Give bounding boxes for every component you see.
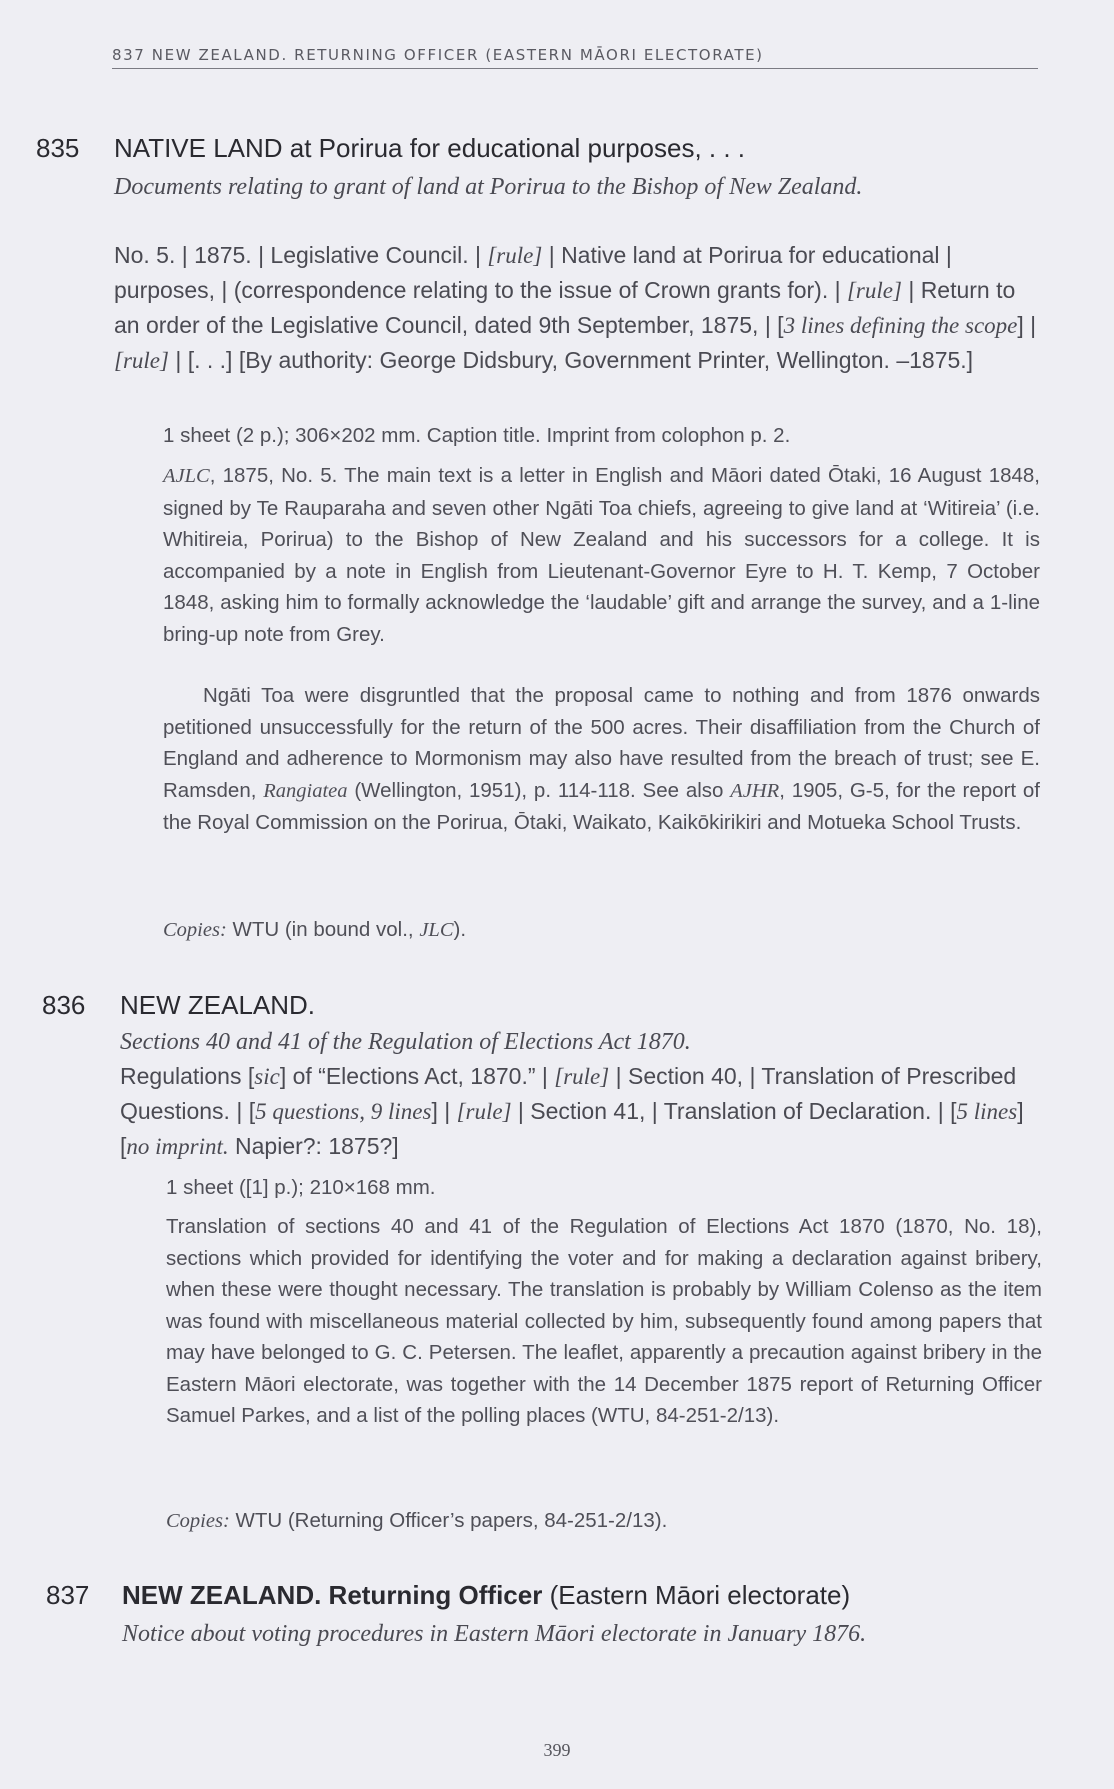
entry-number: 837 (46, 1580, 90, 1610)
title-page-transcription: Regulations [sic] of “Elections Act, 1870.” | [rule] | Section 40, | Translation of Prescribed Questions. | [5 questions, 9 lines] | [rule] | Section 41, | Translation of Declaration. | [5 lines] [no imprint. Napier?: 1875?] (120, 1063, 1024, 1159)
entry-subtitle: Notice about voting procedures in Eastern Māori electorate in January 1876. (122, 1621, 867, 1647)
entry-number: 835 (36, 133, 80, 163)
entry-heading: NATIVE LAND at Porirua for educational purposes, . . . (114, 133, 746, 163)
collation: 1 sheet (2 p.); 306×202 mm. Caption title. Imprint from colophon p. 2. (163, 424, 791, 447)
collation: 1 sheet ([1] p.); 210×168 mm. (166, 1176, 436, 1199)
note-paragraph: Ngāti Toa were disgruntled that the proposal came to nothing and from 1876 onwards petitioned unsuccessfully for the return of the 500 acres. Their disaffiliation from the Church of England and adherence to Mormonism may also have resulted from the breach of trust; see E. Ramsden, Rangiatea (Wellington, 1951), p. 114-118. See also AJHR, 1905, G-5, for the report of the Royal Commission on the Porirua, Ōtaki, Waikato, Kaikōkirikiri and Motueka School Trusts. (163, 684, 1040, 834)
entry-heading: NEW ZEALAND. Returning Officer (Eastern Māori electorate) (122, 1580, 851, 1610)
page-number: 399 (543, 1740, 571, 1760)
entry-subtitle: Documents relating to grant of land at Porirua to the Bishop of New Zealand. (114, 174, 863, 200)
copies-line: Copies: WTU (Returning Officer’s papers, 84-251-2/13). (166, 1509, 668, 1532)
note-paragraph: AJLC, 1875, No. 5. The main text is a letter in English and Māori dated Ōtaki, 16 August 1848, signed by Te Rauparaha and seven other Ngāti Toa chiefs, agreeing to give land at ‘Witireia’ (i.e. Whitireia, Porirua) to the Bishop of New Zealand and his successors for a college. It is accompanied by a note in English from Lieutenant-Governor Eyre to H. T. Kemp, 7 October 1848, asking him to formally acknowledge the ‘laudable’ gift and arrange the survey, and a 1-line bring-up note from Grey. (163, 464, 1040, 646)
running-head: 837 NEW ZEALAND. RETURNING OFFICER (EASTERN MĀORI ELECTORATE) (112, 46, 1038, 69)
note-paragraph: Translation of sections 40 and 41 of the Regulation of Elections Act 1870 (1870, No. 18), sections which provided for identifying the voter and for making a declaration against bribery, when these were thought necessary. The translation is probably by William Colenso as the item was found with miscellaneous material collected by him, subsequently found among papers that may have belonged to G. C. Petersen. The leaflet, apparently a precaution against bribery in the Eastern Māori electorate, was together with the 14 December 1875 report of Returning Officer Samuel Parkes, and a list of the polling places (WTU, 84-251-2/13). (166, 1215, 1042, 1427)
copies-line: Copies: WTU (in bound vol., JLC). (163, 918, 467, 941)
title-page-transcription: No. 5. | 1875. | Legislative Council. | [rule] | Native land at Porirua for educational | purposes, | (correspondence relating to the issue of Crown grants for). | [rule] | Return to an order of the Legislative Council, dated 9th September, 1875, | [3 lines defining the scope] | [rule] | [. . .] [By authority: George Didsbury, Government Printer, Wellington. –1875.] (114, 242, 1037, 373)
entry-heading: NEW ZEALAND. (120, 990, 316, 1020)
entry-number: 836 (42, 990, 86, 1020)
entry-subtitle: Sections 40 and 41 of the Regulation of Elections Act 1870. (120, 1029, 691, 1055)
